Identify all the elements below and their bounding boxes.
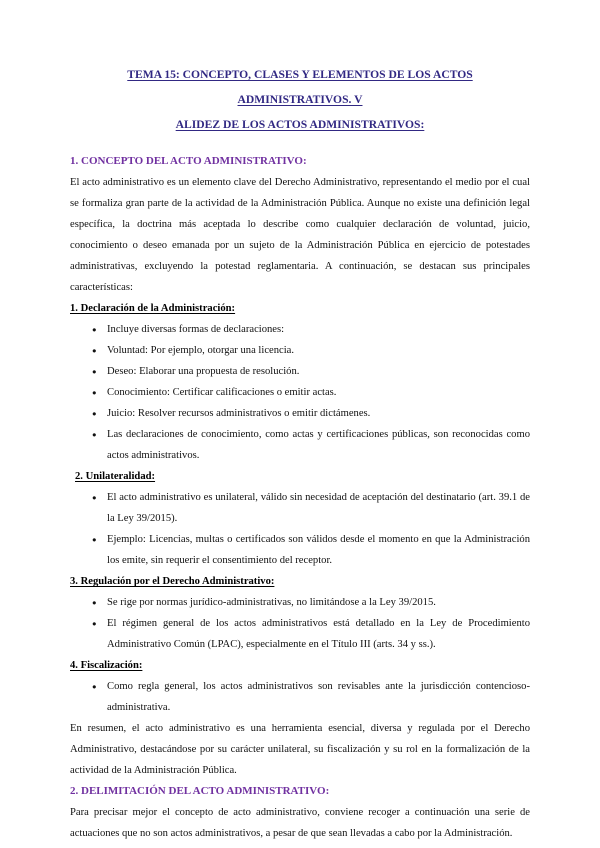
list-item: ● Incluye diversas formas de declaraciones: [92,319,530,340]
declaracion-bullet-list [70,319,530,466]
subsection-declaracion-heading: 1. Declaración de la Administración: [70,303,236,314]
subsection-fiscalizacion-heading: 4. Fiscalización: [70,660,143,671]
title-line-1: TEMA 15: CONCEPTO, CLASES Y ELEMENTOS DE LOS ACTOS ADMINISTRATIVOS. V [127,68,473,106]
list-item: ● Ejemplo: Licencias, multas o certificados son válidos desde el momento en que la Administración los emite, sin requerir el consentimiento del receptor. [92,529,530,571]
list-item: ● Voluntad: Por ejemplo, otorgar una licencia. [92,340,530,361]
title-line-2: ALIDEZ DE LOS ACTOS ADMINISTRATIVOS: [175,118,425,131]
section-2-intro-paragraph: Para precisar mejor el concepto de acto administrativo, conviene recoger a continuación una serie de actuaciones que no son actos administrativos, a pesar de que sean llevadas a cabo por la Administración. [70,807,530,839]
fiscalizacion-bullet-list [70,676,530,718]
section-1-heading: 1. CONCEPTO DEL ACTO ADMINISTRATIVO: [70,155,307,167]
regulacion-bullet-list [70,592,530,655]
list-item: ● Juicio: Resolver recursos administrativos o emitir dictámenes. [92,403,530,424]
subsection-unilateralidad-heading: 2. Unilateralidad: [75,471,156,482]
document-title [70,62,530,137]
unilateralidad-bullet-list [70,487,530,571]
list-item: ● El régimen general de los actos administrativos está detallado en la Ley de Procedimiento Administrativo Común (LPAC), especialmente en el Título III (arts. 34 y ss.). [92,613,530,655]
section-1-intro-paragraph: El acto administrativo es un elemento clave del Derecho Administrativo, representando el medio por el cual se formaliza gran parte de la actividad de la Administración Pública. Aunque no existe una definición legal específica, la doctrina más aceptada lo describe como cualquier declaración de voluntad, juicio, conocimiento o deseo emanada por un sujeto de la Administración Pública en ejercicio de potestades administrativas, excluyendo la potestad reglamentaria. A continuación, se destacan sus principales características: [70,177,530,293]
list-item: ● El acto administrativo es unilateral, válido sin necesidad de aceptación del destinatario (art. 39.1 de la Ley 39/2015). [92,487,530,529]
list-item: ● Las declaraciones de conocimiento, como actas y certificaciones públicas, son reconocidas como actos administrativos. [92,424,530,466]
list-item: ● Como regla general, los actos administrativos son revisables ante la jurisdicción contencioso-administrativa. [92,676,530,718]
list-item: ● Se rige por normas jurídico-administrativas, no limitándose a la Ley 39/2015. [92,592,530,613]
subsection-regulacion-heading: 3. Regulación por el Derecho Administrativo: [70,576,275,587]
section-1-summary-paragraph: En resumen, el acto administrativo es una herramienta esencial, diversa y regulada por el Derecho Administrativo, destacándose por su carácter unilateral, su fiscalización y su rol en la formalización de la actividad de la Administración Pública. [70,723,530,776]
section-2-heading: 2. DELIMITACIÓN DEL ACTO ADMINISTRATIVO: [70,785,330,797]
list-item: ● Deseo: Elaborar una propuesta de resolución. [92,361,530,382]
list-item: ● Conocimiento: Certificar calificaciones o emitir actas. [92,382,530,403]
